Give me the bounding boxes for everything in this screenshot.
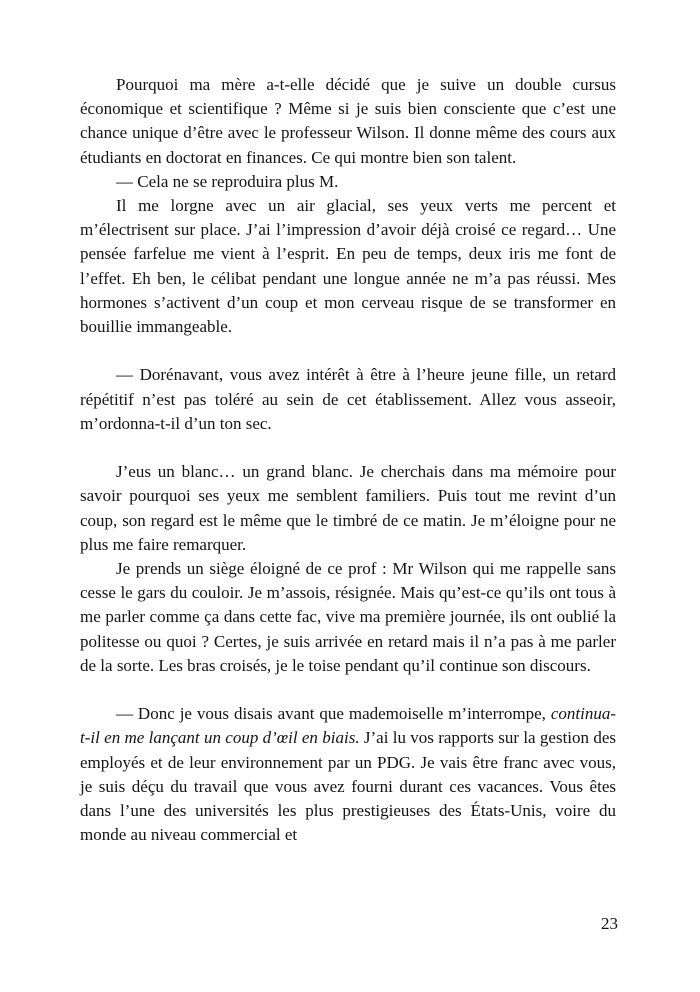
paragraph-5: J’eus un blanc… un grand blanc. Je cherchais dans ma mémoire pour savoir pourquoi ses yeux me semblent familiers. Puis tout me revint d’un coup, son regard est le même que le timbré de ce matin. Je m’éloigne pour ne plus me faire remarquer.	[80, 462, 616, 554]
paragraph-7-end: J’ai lu vos rapports sur la gestion des employés et de leur environnement par un PDG. Je vais être franc avec vous, je suis déçu du travail que vous avez fourni durant ces vacances. Vous êtes dans l’une des universités les plus prestigieuses des États-Unis, voire du monde au niveau commercial et	[80, 728, 616, 845]
paragraph-4: — Dorénavant, vous avez intérêt à être à l’heure jeune fille, un retard répétitif n’est pas toléré au sein de cet établissement. Allez vous asseoir, m’ordonna-t-il d’un ton sec.	[80, 365, 616, 433]
paragraph-3: Il me lorgne avec un air glacial, ses yeux verts me percent et m’électrisent sur place. J’ai l’impression d’avoir déjà croisé ce regard… Une pensée farfelue me vient à l’esprit. En peu de temps, deux iris me font de l’effet. Eh ben, le célibat pendant une longue année ne m’a pas réussi. Mes hormones s’activent d’un coup et mon cerveau risque de se transformer en bouillie immangeable.	[80, 196, 616, 337]
paragraph-6: Je prends un siège éloigné de ce prof : Mr Wilson qui me rappelle sans cesse le gars du couloir. Je m’assois, résignée. Mais qu’est-ce qu’ils ont tous à me parler comme ça dans cette fac, vive ma première journée, ils ont oublié la politesse ou quoi ? Certes, je suis arrivée en retard mais il n’a pas à me parler de la sorte. Les bras croisés, je le toise pendant qu’il continue son discours.	[80, 559, 616, 675]
paragraph-1: Pourquoi ma mère a-t-elle décidé que je suive un double cursus économique et scientifique ? Même si je suis bien consciente que c’est une chance unique d’être avec le professeur Wilson. Il donne même des cours aux étudiants en doctorat en finances. Ce qui montre bien son talent.	[80, 75, 616, 167]
paragraph-2: — Cela ne se reproduira plus M.	[116, 171, 339, 191]
body-text	[80, 73, 616, 847]
page-number: 23	[601, 914, 618, 933]
paragraph-7	[80, 702, 616, 847]
paragraph-7-italic: continua-t-il en me lançant un coup d’œil en biais.	[80, 704, 616, 748]
paragraph-7-start: — Donc je vous disais avant que mademoiselle m’interrompe,	[116, 704, 551, 724]
